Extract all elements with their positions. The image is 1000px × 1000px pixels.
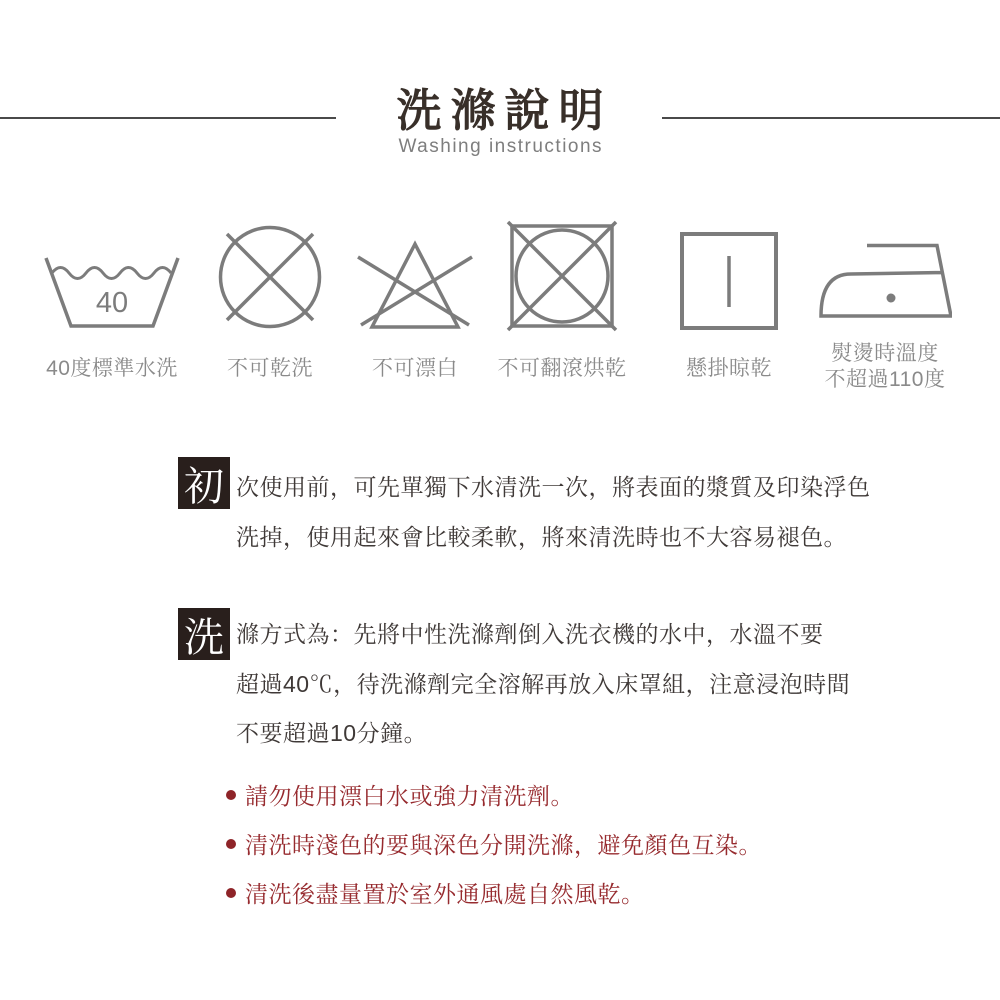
paragraph-line: 超過40℃，待洗滌劑完全溶解再放入床罩組，注意浸泡時間 [236,670,851,697]
do-not-bleach-icon [355,237,475,332]
care-label: 不可漂白 [372,357,458,380]
paragraph-line: 洗掉，使用起來會比較柔軟，將來清洗時也不大容易褪色。 [236,523,847,550]
warning-text: 清洗時淺色的要與深色分開洗滌，避免顏色互染。 [245,832,762,858]
page-title: 洗滌說明 [396,85,613,136]
hang-dry-icon [678,230,780,332]
care-item-wash-40 [27,224,197,382]
care-item-hang-dry [644,224,814,382]
care-item-iron-max-110 [795,224,975,393]
bullet-dot-icon [226,888,236,898]
do-not-tumble-dry-icon [506,220,618,332]
care-label: 不可翻滾烘乾 [497,357,627,380]
warning-item [226,770,946,819]
bullet-dot-icon [226,790,236,800]
paragraph-line: 次使用前，可先單獨下水清洗一次，將表面的漿質及印染浮色 [236,474,871,500]
warning-item [226,819,946,868]
iron-temp-dot [887,294,896,303]
paragraph-line: 滌方式為：先將中性洗滌劑倒入洗衣機的水中，水溫不要 [236,621,824,647]
wash-40-icon [42,254,182,332]
care-label: 懸掛晾乾 [686,357,772,380]
paragraph-line: 不要超過10分鐘。 [236,720,428,746]
care-item-no-bleach [330,224,500,382]
wash-temp-value: 40 [95,287,129,319]
iron-max-110-icon [818,243,952,319]
page-subtitle: Washing instructions [398,136,604,157]
warnings-list [226,770,946,917]
drop-cap-first-use: 初 [178,457,230,509]
paragraph-first-use [236,463,916,562]
warning-text: 請勿使用漂白水或強力清洗劑。 [245,783,574,809]
bullet-dot-icon [226,839,236,849]
care-label: 熨燙時溫度 不超過110度 [824,342,946,391]
drop-cap-washing-method: 洗 [178,608,230,660]
do-not-dry-clean-icon [215,222,325,332]
care-label: 不可乾洗 [227,357,313,380]
warning-item [226,868,946,917]
paragraph-washing-method [236,610,916,759]
care-item-no-tumble-dry [477,224,647,382]
warning-text: 清洗後盡量置於室外通風處自然風乾。 [245,881,645,907]
care-label: 40度標準水洗 [46,357,178,380]
